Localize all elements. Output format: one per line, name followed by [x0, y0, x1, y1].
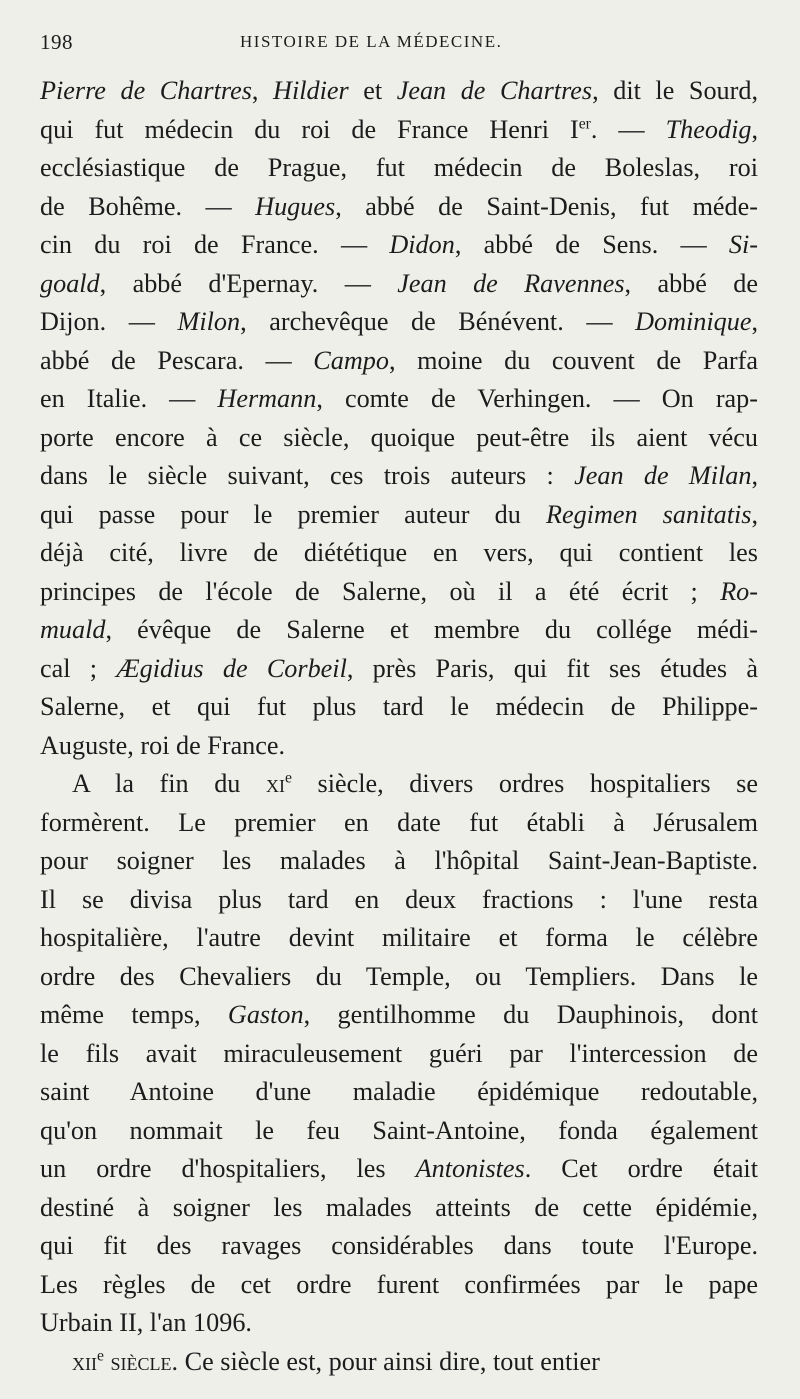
text-segment: le fils avait miraculeusement guéri par l'intercession de — [40, 1038, 758, 1068]
text-segment: , près Paris, qui fit ses études à — [346, 653, 758, 683]
text-segment: Dijon. — — [40, 307, 178, 336]
text-segment: siècle, divers ordres hospitaliers se — [291, 769, 758, 798]
text-line — [40, 804, 758, 843]
italic-name: Hildier — [273, 76, 349, 105]
text-segment: xi — [265, 769, 285, 798]
text-line — [40, 342, 758, 381]
text-segment: , gentilhomme du Dauphinois, dont — [303, 1000, 758, 1029]
text-segment: un ordre d'hospitaliers, les — [40, 1154, 416, 1183]
text-segment: , moine du couvent de Parfa — [388, 345, 758, 375]
text-segment: , abbé d'Epernay. — — [99, 268, 398, 298]
italic-name: Regimen sanitatis — [545, 499, 752, 529]
text-segment: , évêque de Salerne et membre du collége médi- — [105, 615, 758, 644]
text-segment: abbé de Pescara. — — [40, 345, 314, 375]
text-line — [40, 419, 758, 458]
text-line — [40, 1073, 758, 1112]
text-line — [40, 958, 758, 997]
italic-name: Theodig — [665, 114, 752, 144]
text-segment: . — — [590, 114, 666, 144]
text-segment: , abbé de Saint-Denis, fut méde- — [335, 191, 758, 221]
text-line — [40, 688, 758, 727]
text-line — [40, 881, 758, 920]
text-segment: porte encore à ce siècle, quoique peut-être ils aient vécu — [40, 422, 758, 452]
text-line — [40, 1343, 758, 1382]
text-line — [40, 1035, 758, 1074]
body-text — [40, 72, 758, 1381]
italic-name: Ægidius de Corbeil — [116, 653, 347, 683]
italic-name: Milon — [177, 307, 241, 336]
text-line — [40, 919, 758, 958]
text-segment: cin du roi de France. — — [40, 230, 390, 259]
text-line — [40, 303, 758, 342]
italic-name: Antonistes — [415, 1154, 525, 1183]
text-line — [40, 149, 758, 188]
text-line — [40, 496, 758, 535]
text-segment: , comte de Verhingen. — On rap- — [316, 384, 758, 413]
text-line — [40, 611, 758, 650]
text-segment: siècle — [103, 1346, 172, 1376]
running-title: HISTOIRE DE LA MÉDECINE. — [240, 32, 503, 51]
text-segment: A la fin du — [72, 769, 266, 798]
text-line — [40, 534, 758, 573]
text-line — [40, 1150, 758, 1189]
italic-name: Campo — [313, 345, 389, 375]
text-segment: , — [751, 307, 759, 336]
italic-name: Gaston — [227, 1000, 304, 1029]
text-segment: ecclésiastique de Prague, fut médecin de Boleslas, roi — [40, 153, 758, 182]
text-segment: , — [751, 461, 758, 490]
superscript: er — [578, 114, 591, 132]
text-line — [40, 72, 758, 111]
italic-name: Jean de Milan — [574, 461, 752, 490]
text-segment: saint Antoine d'une maladie épidémique redoutable, — [40, 1077, 758, 1106]
text-segment: xii — [72, 1346, 97, 1376]
text-segment: , — [251, 76, 274, 105]
text-segment: Auguste, roi de France. — [40, 730, 286, 760]
text-segment: principes de l'école de Salerne, où il a été écrit ; — [40, 576, 721, 606]
text-segment: , — [751, 114, 758, 144]
text-segment: cal ; — [40, 653, 117, 683]
text-line — [40, 1227, 758, 1266]
text-line — [40, 111, 758, 150]
text-line — [40, 650, 758, 689]
italic-name: Ro- — [720, 576, 758, 606]
text-segment: . Ce siècle est, pour ainsi dire, tout entier — [171, 1346, 600, 1376]
italic-name: goald — [40, 268, 100, 298]
italic-name: Hugues — [255, 191, 336, 221]
italic-name: Pierre de Chartres — [40, 76, 252, 105]
italic-name: Dominique — [635, 307, 752, 336]
text-segment: Salerne, et qui fut plus tard le médecin de Philippe- — [40, 692, 758, 721]
page-header — [40, 30, 758, 62]
text-line — [40, 996, 758, 1035]
text-line — [40, 226, 758, 265]
text-segment: , dit le Sourd, — [592, 76, 758, 105]
text-segment: dans le siècle suivant, ces trois auteurs : — [40, 461, 575, 490]
text-segment: hospitalière, l'autre devint militaire et forma le célèbre — [40, 923, 758, 952]
text-segment: Urbain II, l'an 1096. — [40, 1308, 252, 1337]
text-segment: , — [751, 499, 758, 529]
text-segment: , abbé de Sens. — — [454, 230, 729, 259]
text-segment: , archevêque de Bénévent. — — [240, 307, 636, 336]
text-line — [40, 842, 758, 881]
italic-name: Jean de Ravennes — [397, 268, 625, 298]
italic-name: Si- — [728, 230, 758, 259]
text-segment: , abbé de — [624, 268, 758, 298]
text-line — [40, 1266, 758, 1305]
text-line — [40, 457, 758, 496]
text-segment: Les règles de cet ordre furent confirmées par le pape — [40, 1269, 758, 1299]
superscript: e — [284, 769, 292, 787]
text-line — [40, 188, 758, 227]
text-line — [40, 380, 758, 419]
text-line — [40, 765, 758, 804]
text-segment: pour soigner les malades à l'hôpital Saint-Jean-Baptiste. — [40, 846, 758, 875]
text-segment: . Cet ordre était — [524, 1154, 758, 1183]
text-line — [40, 573, 758, 612]
text-line — [40, 1112, 758, 1151]
italic-name: Didon — [389, 230, 455, 259]
text-segment: qui fit des ravages considérables dans toute l'Europe. — [40, 1231, 758, 1260]
text-segment: ordre des Chevaliers du Temple, ou Templiers. Dans le — [40, 961, 758, 991]
text-segment: qu'on nommait le feu Saint-Antoine, fonda également — [40, 1115, 758, 1145]
page-number: 198 — [40, 30, 73, 54]
italic-name: muald — [40, 615, 106, 644]
text-line — [40, 1304, 758, 1343]
text-segment: même temps, — [40, 1000, 228, 1029]
text-line — [40, 727, 758, 766]
text-segment: Il se divisa plus tard en deux fractions : l'une resta — [40, 884, 758, 914]
italic-name: Jean de Chartres — [396, 76, 593, 105]
superscript: e — [97, 1346, 104, 1364]
text-segment: formèrent. Le premier en date fut établi à Jérusalem — [40, 807, 758, 837]
italic-name: Hermann — [217, 384, 317, 413]
text-segment: et — [348, 76, 397, 105]
text-segment: de Bohême. — — [40, 191, 256, 221]
text-segment: qui passe pour le premier auteur du — [40, 499, 546, 529]
text-line — [40, 265, 758, 304]
text-segment: en Italie. — — [40, 384, 218, 413]
text-segment: qui fut médecin du roi de France Henri I — [40, 114, 579, 144]
text-line — [40, 1189, 758, 1228]
text-segment: destiné à soigner les malades atteints de cette épidémie, — [40, 1192, 758, 1222]
text-segment: déjà cité, livre de diététique en vers, qui contient les — [40, 538, 758, 567]
